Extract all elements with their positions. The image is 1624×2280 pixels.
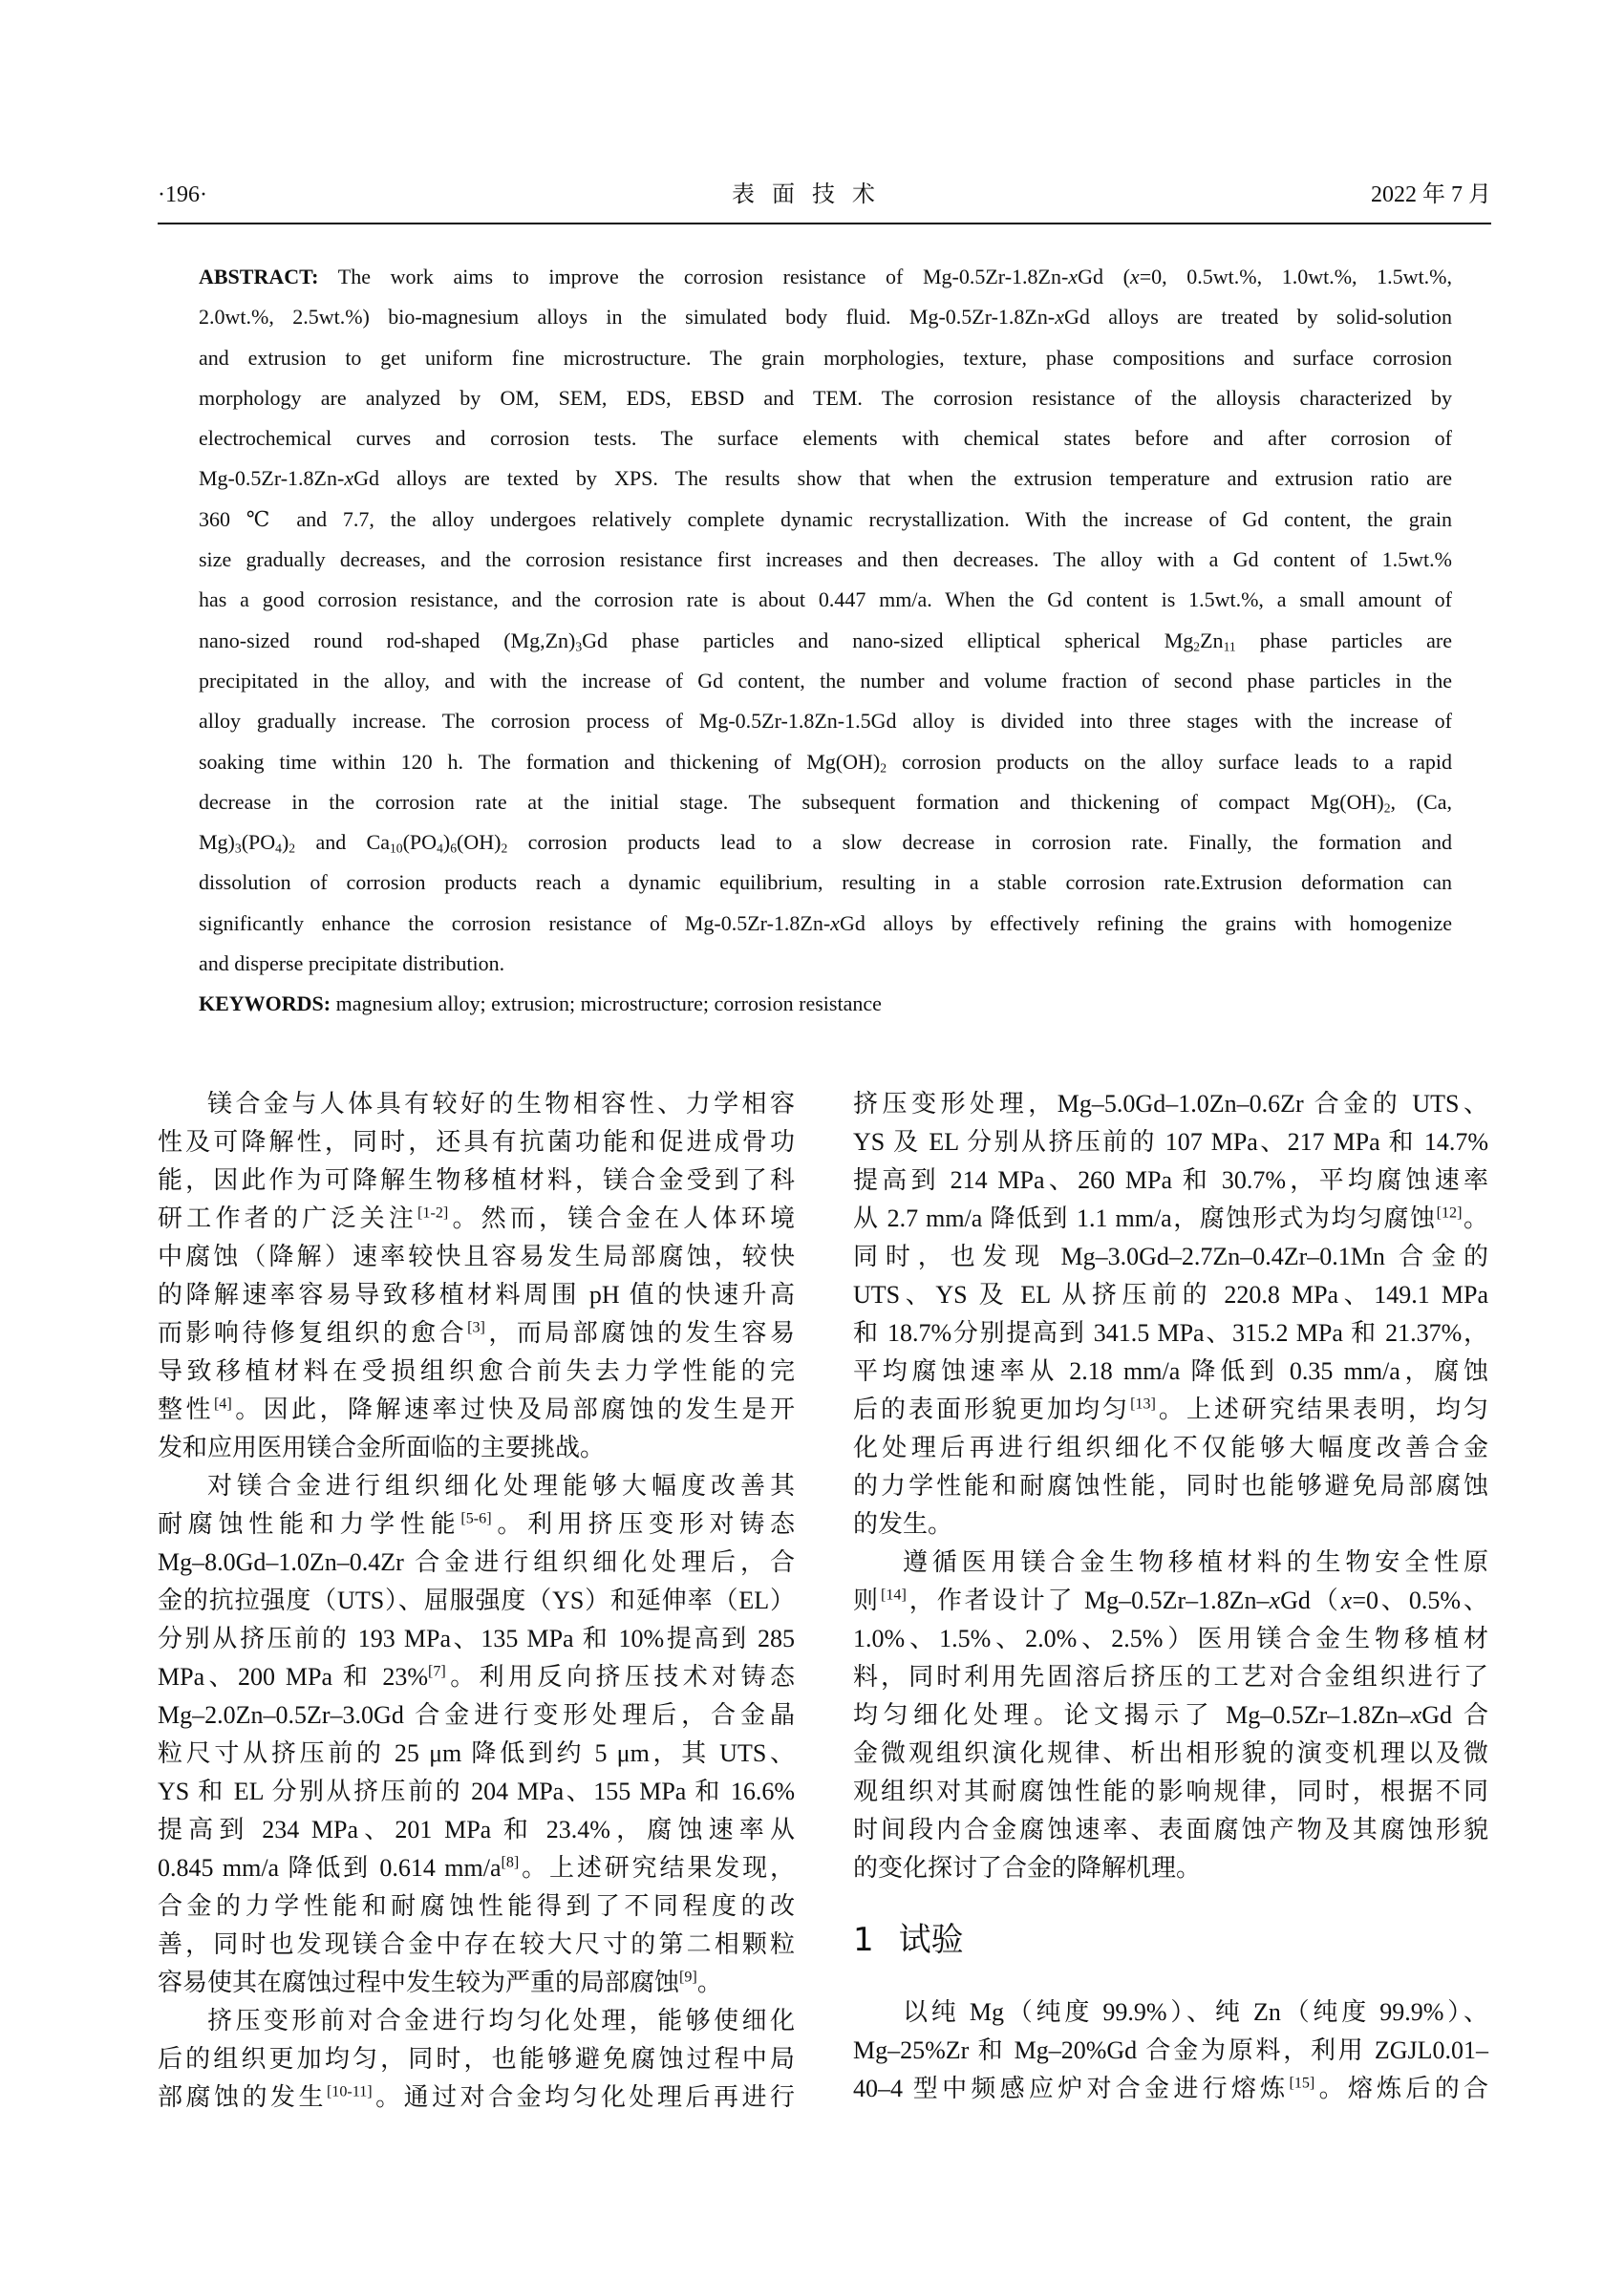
text-run: 发和应用医用镁合金所面临的主要挑战。: [158, 1434, 606, 1461]
text-run: 整性: [158, 1396, 214, 1423]
text-run: 后的组织更加均匀，同时，也能够避免腐蚀过程中局: [158, 2045, 795, 2073]
text-line: [199, 944, 1452, 984]
text-run: 时间段内合金腐蚀速率、表面腐蚀产物及其腐蚀形貌: [853, 1816, 1488, 1843]
text-run: soaking time within 120 h. The formation and thickening of Mg(OH): [199, 749, 881, 774]
text-line: [158, 1773, 795, 1811]
citation: [10-11]: [326, 2083, 373, 2100]
text-line: [158, 1353, 795, 1391]
text-run: x: [1129, 265, 1140, 288]
issue-date: 2022 年 7 月: [1371, 182, 1491, 207]
text-line: [158, 1658, 795, 1696]
text-run: and Ca: [295, 830, 390, 855]
text-run: 挤压变形处理，Mg–5.0Gd–1.0Zn–0.6Zr 合金的 UTS、: [853, 1090, 1488, 1118]
text-run: MPa、200 MPa 和 23%: [158, 1663, 428, 1691]
text-run: phase particles are: [1235, 628, 1452, 652]
text-run: 金微观组织演化规律、析出相形貌的演变机理以及微: [853, 1739, 1488, 1767]
text-run: YS 及 EL 分别从挤压前的 107 MPa、217 MPa 和 14.7%: [853, 1128, 1488, 1156]
text-line: [158, 1849, 795, 1887]
text-run: 提高到 234 MPa、201 MPa 和 23.4%，腐蚀速率从: [158, 1816, 795, 1843]
citation: [12]: [1436, 1204, 1463, 1222]
text-run: =0, 0.5wt.%, 1.0wt.%, 1.5wt.%,: [1139, 265, 1453, 288]
text-run: 后的表面形貌更加均匀: [853, 1396, 1131, 1423]
text-line: [199, 418, 1452, 458]
text-run: x: [1068, 265, 1079, 288]
text-line: [853, 1314, 1488, 1353]
text-run: and disperse precipitate distribution.: [199, 951, 505, 976]
text-run: 11: [1223, 639, 1236, 654]
text-run: 2: [288, 841, 296, 856]
text-run: 则: [853, 1587, 881, 1614]
text-line: [199, 297, 1452, 337]
text-run: 。因此，降解速率过快及局部腐蚀的发生是开: [231, 1396, 795, 1423]
text-line: [158, 1276, 795, 1314]
text-run: 能，因此作为可降解生物移植材料，镁合金受到了科: [158, 1166, 795, 1194]
text-run: 平均腐蚀速率从 2.18 mm/a 降低到 0.35 mm/a，腐蚀: [853, 1357, 1488, 1385]
text-run: Gd alloys are treated by solid-solution: [1063, 305, 1452, 330]
text-line: [158, 1735, 795, 1773]
text-run: corrosion products on the alloy surface leads to a rapid: [887, 749, 1452, 774]
text-run: (PO: [241, 830, 276, 855]
body-column-right: [853, 1085, 1488, 2108]
text-run: has a good corrosion resistance, and the corrosion rate is about 0.447 mm/a. When the Gd content is 1.5wt.%, a small amount of: [199, 587, 1452, 612]
text-run: 部腐蚀的发生: [158, 2083, 327, 2111]
text-run: The work aims to improve the corrosion resistance of Mg-0.5Zr-1.8Zn-: [318, 265, 1069, 288]
citation: [1-2]: [417, 1204, 449, 1222]
text-run: 性及可降解性，同时，还具有抗菌功能和促进成骨功: [158, 1128, 795, 1156]
text-run: 。利用反向挤压技术对铸态: [445, 1663, 795, 1691]
text-run: 导致移植材料在受损组织愈合前失去力学性能的完: [158, 1357, 795, 1385]
text-run: morphology are analyzed by OM, SEM, EDS, EBSD and TEM. The corrosion resistance of the alloysis characterized by: [199, 385, 1452, 410]
text-run: 0.845 mm/a 降低到 0.614 mm/a: [158, 1854, 502, 1882]
citation: [5-6]: [460, 1510, 492, 1527]
text-run: Mg–25%Zr 和 Mg–20%Gd 合金为原料，利用 ZGJL0.01–: [853, 2036, 1488, 2064]
text-line: [199, 257, 1452, 297]
text-run: x: [1410, 1701, 1422, 1729]
text-run: 。通过对合金均匀化处理后再进行: [372, 2083, 795, 2111]
text-run: 1.0%、1.5%、2.0%、2.5%）医用镁合金生物移植材: [853, 1625, 1488, 1652]
text-line: [158, 2040, 795, 2078]
text-run: 粒尺寸从挤压前的 25 μm 降低到约 5 μm，其 UTS、: [158, 1739, 795, 1767]
text-line: [158, 1161, 795, 1200]
text-line: [199, 904, 1452, 944]
text-run: (PO: [402, 830, 438, 855]
text-run: UTS、YS 及 EL 从挤压前的 220.8 MPa、149.1 MPa: [853, 1281, 1488, 1309]
text-run: Mg): [199, 830, 235, 855]
text-run: 金的抗拉强度（UTS）、屈服强度（YS）和延伸率（EL）: [158, 1587, 795, 1614]
text-line: [199, 338, 1452, 378]
text-line: [853, 1544, 1488, 1582]
text-line: [158, 1429, 795, 1467]
text-line: [853, 1238, 1488, 1276]
text-line: [853, 1123, 1488, 1161]
text-line: [853, 1467, 1488, 1505]
text-line: [158, 2078, 795, 2117]
text-run: x: [1055, 305, 1064, 330]
section-title: 试验: [898, 1921, 964, 1959]
text-line: [199, 458, 1452, 499]
text-line: [158, 2002, 795, 2040]
citation: [7]: [428, 1663, 446, 1680]
text-run: 从 2.7 mm/a 降低到 1.1 mm/a，腐蚀形式为均匀腐蚀: [853, 1204, 1437, 1232]
text-run: x: [344, 466, 354, 491]
text-line: [853, 1658, 1488, 1696]
text-line: [158, 1811, 795, 1849]
text-line: [853, 1696, 1488, 1735]
text-run: dissolution of corrosion products reach a dynamic equilibrium, resulting in a stable corrosion rate.Extrusion deformation can: [199, 870, 1452, 895]
text-run: electrochemical curves and corrosion tests. The surface elements with chemical states before and after corrosion of: [199, 426, 1452, 451]
text-run: 4: [275, 841, 282, 856]
text-run: 2: [1193, 639, 1201, 654]
text-run: 。: [1462, 1204, 1488, 1232]
text-run: significantly enhance the corrosion resistance of Mg-0.5Zr-1.8Zn-: [199, 910, 831, 935]
text-run: 的力学性能和耐腐蚀性能，同时也能够避免局部腐蚀: [853, 1472, 1488, 1500]
text-run: 料，同时利用先固溶后挤压的工艺对合金组织进行了: [853, 1663, 1488, 1691]
text-run: 均匀细化处理。论文揭示了 Mg–0.5Zr–1.8Zn–: [853, 1701, 1411, 1729]
text-run: 以纯 Mg（纯度 99.9%）、纯 Zn（纯度 99.9%）、: [903, 1998, 1488, 2026]
text-line: [853, 1391, 1488, 1429]
citation: [3]: [467, 1319, 485, 1336]
text-run: corrosion products lead to a slow decrease in corrosion rate. Finally, the formation and: [507, 830, 1453, 855]
text-run: nano-sized round rod-shaped (Mg,Zn): [199, 628, 576, 652]
text-line: [158, 1085, 795, 1123]
header-rule: [158, 223, 1491, 224]
text-line: [199, 500, 1452, 540]
text-run: 同时，也发现 Mg–3.0Gd–2.7Zn–0.4Zr–0.1Mn 合金的: [853, 1243, 1488, 1270]
text-run: ): [442, 830, 451, 855]
text-run: 提高到 214 MPa、260 MPa 和 30.7%，平均腐蚀速率: [853, 1166, 1488, 1194]
text-run: 挤压变形前对合金进行均匀化处理，能够使细化: [207, 2007, 795, 2035]
text-run: 遵循医用镁合金生物移植材料的生物安全性原: [903, 1548, 1488, 1576]
text-run: ，而局部腐蚀的发生容易: [484, 1319, 795, 1347]
text-run: x: [1269, 1587, 1281, 1614]
text-line: [199, 378, 1452, 418]
text-run: 10: [389, 841, 403, 856]
text-line: [853, 1773, 1488, 1811]
text-line: [158, 1544, 795, 1582]
text-line: [853, 1993, 1488, 2032]
page-number: ·196·: [158, 182, 207, 207]
text-line: [199, 984, 1452, 1024]
text-line: [853, 1811, 1488, 1849]
text-run: Mg–8.0Gd–1.0Zn–0.4Zr 合金进行组织细化处理后，合: [158, 1548, 795, 1576]
text-run: and extrusion to get uniform fine microstructure. The grain morphologies, texture, phase compositions and surface corrosion: [199, 345, 1452, 370]
text-line: [158, 1696, 795, 1735]
text-line: [199, 742, 1452, 782]
text-run: alloy gradually increase. The corrosion process of Mg-0.5Zr-1.8Zn-1.5Gd alloy is divided into three stages with the increase of: [199, 709, 1452, 734]
section-heading: [853, 1887, 1488, 1993]
text-line: [158, 1467, 795, 1505]
text-line: [199, 782, 1452, 822]
text-line: [158, 1391, 795, 1429]
text-line: [158, 1964, 795, 2002]
journal-title: 表面技术: [732, 182, 892, 207]
citation: [15]: [1289, 2075, 1315, 2092]
text-run: 2: [1383, 800, 1391, 816]
text-run: 耐腐蚀性能和力学性能: [158, 1510, 461, 1538]
text-line: [158, 1200, 795, 1238]
text-line: [853, 1161, 1488, 1200]
text-run: 40–4 型中频感应炉对合金进行熔炼: [853, 2075, 1290, 2102]
text-line: [158, 1314, 795, 1353]
text-run: Gd（: [1280, 1587, 1341, 1614]
text-run: (OH): [457, 830, 502, 855]
text-run: 。熔炼后的合: [1314, 2075, 1488, 2102]
text-run: 中腐蚀（降解）速率较快且容易发生局部腐蚀，较快: [158, 1243, 795, 1270]
text-run: YS 和 EL 分别从挤压前的 204 MPa、155 MPa 和 16.6%: [158, 1778, 795, 1805]
text-run: 研工作者的广泛关注: [158, 1204, 418, 1232]
text-line: [853, 1620, 1488, 1658]
text-line: [199, 540, 1452, 580]
citation: [13]: [1130, 1396, 1156, 1413]
section-label: KEYWORDS:: [199, 991, 331, 1016]
text-run: x: [830, 910, 840, 935]
text-run: Gd 合: [1421, 1701, 1489, 1729]
text-run: Zn: [1200, 628, 1224, 652]
text-run: 的变化探讨了合金的降解机理。: [853, 1854, 1202, 1882]
text-run: 容易使其在腐蚀过程中发生较为严重的局部腐蚀: [158, 1969, 680, 1996]
text-run: Gd alloys are texted by XPS. The results show that when the extrusion temperature and extrusion ratio are: [353, 466, 1452, 491]
text-run: size gradually decreases, and the corrosion resistance first increases and then decreases. The alloy with a Gd content of 1.5wt.%: [199, 547, 1452, 572]
text-line: [853, 1353, 1488, 1391]
text-run: 分别从挤压前的 193 MPa、135 MPa 和 10%提高到 285: [158, 1625, 795, 1652]
text-run: 和 18.7%分别提高到 341.5 MPa、315.2 MPa 和 21.37%，: [853, 1319, 1488, 1347]
text-run: decrease in the corrosion rate at the initial stage. The subsequent formation and thickening of compact Mg(OH): [199, 789, 1384, 814]
text-run: 对镁合金进行组织细化处理能够大幅度改善其: [207, 1472, 795, 1500]
text-line: [853, 1849, 1488, 1887]
text-line: [853, 2070, 1488, 2108]
text-line: [199, 621, 1452, 661]
text-run: 。: [696, 1969, 722, 1996]
text-run: Gd (: [1078, 265, 1130, 288]
text-run: ，作者设计了 Mg–0.5Zr–1.8Zn–: [906, 1587, 1270, 1614]
text-run: 化处理后再进行组织细化不仅能够大幅度改善合金: [853, 1434, 1488, 1461]
section-label: ABSTRACT:: [199, 265, 319, 288]
text-run: 3: [234, 841, 242, 856]
text-run: 镁合金与人体具有较好的生物相容性、力学相容: [207, 1090, 795, 1118]
text-line: [158, 1887, 795, 1926]
text-run: 观组织对其耐腐蚀性能的影响规律，同时，根据不同: [853, 1778, 1488, 1805]
text-run: 。利用挤压变形对铸态: [491, 1510, 795, 1538]
citation: [14]: [880, 1587, 907, 1604]
text-run: 合金的力学性能和耐腐蚀性能得到了不同程度的改: [158, 1892, 795, 1920]
text-run: magnesium alloy; extrusion; microstructure; corrosion resistance: [331, 991, 882, 1016]
text-line: [853, 1582, 1488, 1620]
abstract-block: [199, 257, 1452, 1025]
text-run: precipitated in the alloy, and with the increase of Gd content, the number and volume fraction of second phase particles in the: [199, 668, 1452, 693]
text-line: [853, 1200, 1488, 1238]
text-run: 的发生。: [853, 1510, 953, 1538]
text-line: [199, 822, 1452, 863]
body-column-left: [158, 1085, 795, 2117]
citation: [8]: [501, 1854, 520, 1871]
text-run: Mg–2.0Zn–0.5Zr–3.0Gd 合金进行变形处理后，合金晶: [158, 1701, 795, 1729]
text-run: 2.0wt.%, 2.5wt.%) bio-magnesium alloys in the simulated body fluid. Mg-0.5Zr-1.8Zn-: [199, 305, 1056, 330]
text-run: 的降解速率容易导致移植材料周围 pH 值的快速升高: [158, 1281, 795, 1309]
text-line: [199, 701, 1452, 741]
text-line: [853, 2032, 1488, 2070]
text-line: [158, 1505, 795, 1544]
text-run: Gd alloys by effectively refining the grains with homogenize: [839, 910, 1452, 935]
citation: [4]: [213, 1396, 232, 1413]
text-line: [158, 1582, 795, 1620]
text-run: Gd phase particles and nano-sized elliptical spherical Mg: [582, 628, 1194, 652]
section-number: 1: [853, 1921, 874, 1959]
text-line: [199, 661, 1452, 701]
text-run: ): [281, 830, 289, 855]
text-line: [853, 1505, 1488, 1544]
text-run: , (Ca,: [1390, 789, 1452, 814]
text-line: [158, 1238, 795, 1276]
text-line: [158, 1926, 795, 1964]
text-run: 4: [437, 841, 443, 856]
citation: [9]: [679, 1969, 697, 1986]
text-run: x: [1340, 1587, 1353, 1614]
text-line: [158, 1620, 795, 1658]
text-run: 3: [575, 639, 583, 654]
text-run: =0、0.5%、: [1352, 1587, 1489, 1614]
text-line: [853, 1735, 1488, 1773]
text-line: [853, 1085, 1488, 1123]
text-run: 2: [501, 841, 508, 856]
text-run: 。上述研究结果表明，均匀: [1155, 1396, 1488, 1423]
text-run: 2: [880, 759, 887, 775]
text-line: [199, 863, 1452, 903]
text-line: [853, 1429, 1488, 1467]
text-line: [158, 1123, 795, 1161]
text-run: 6: [450, 841, 458, 856]
text-run: 善，同时也发现镁合金中存在较大尺寸的第二相颗粒: [158, 1930, 795, 1958]
text-run: 。然而，镁合金在人体环境: [448, 1204, 795, 1232]
text-line: [853, 1276, 1488, 1314]
text-run: 。上述研究结果发现，: [519, 1854, 795, 1882]
text-run: 360 ℃ and 7.7, the alloy undergoes relatively complete dynamic recrystallization. With the increase of Gd content, the grain: [199, 506, 1452, 531]
text-line: [199, 580, 1452, 620]
text-run: Mg-0.5Zr-1.8Zn-: [199, 466, 345, 491]
text-run: 而影响待修复组织的愈合: [158, 1319, 468, 1347]
